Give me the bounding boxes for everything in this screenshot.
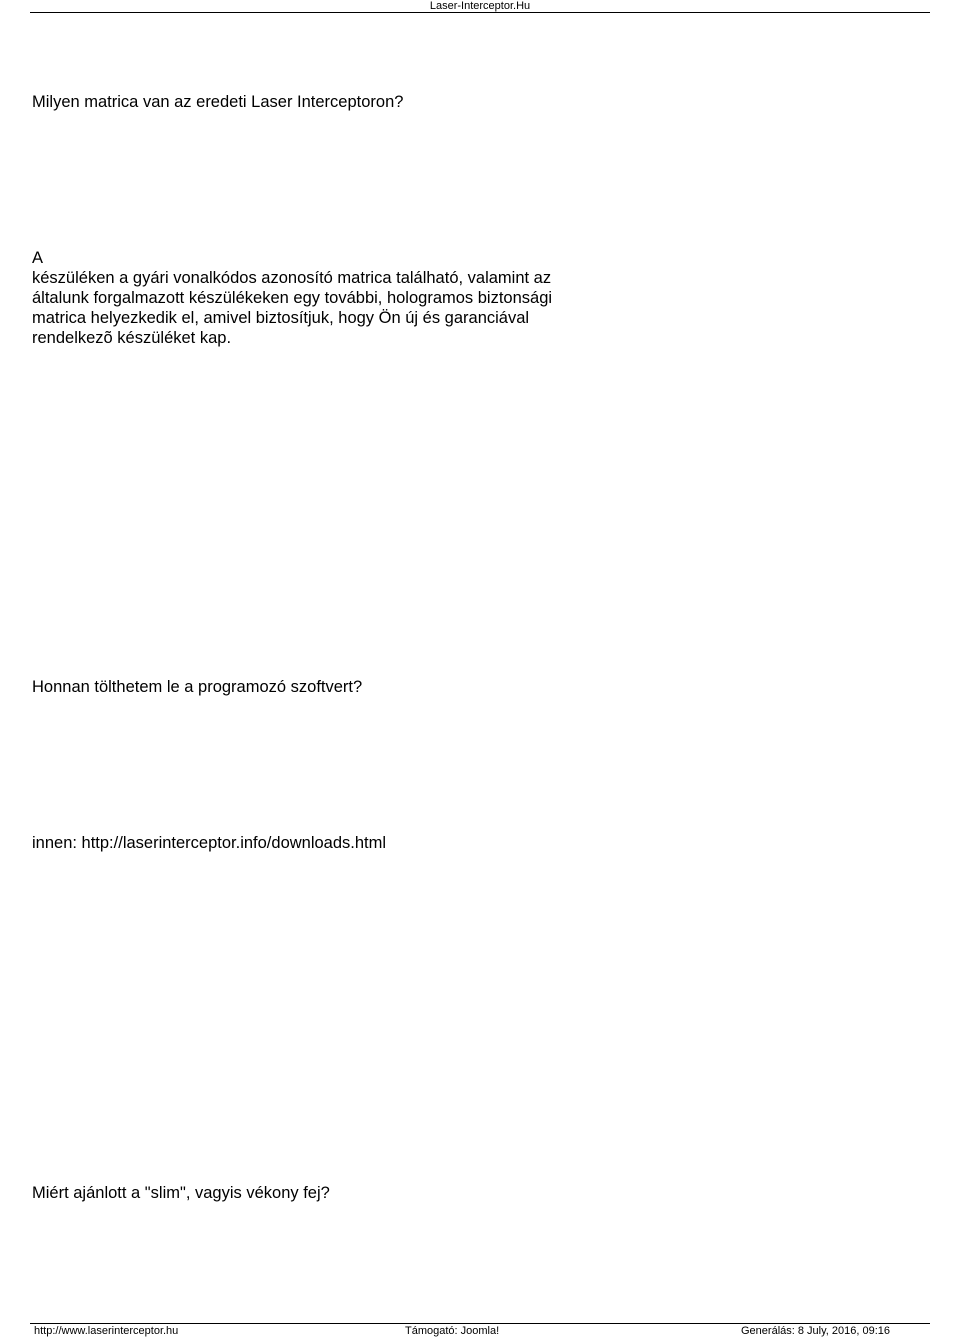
answer-software-download: innen: http://laserinterceptor.info/downloads.html <box>32 834 387 852</box>
page-header-title: Laser-Interceptor.Hu <box>429 0 531 12</box>
footer-generated: Generálás: 8 July, 2016, 09:16 <box>741 1325 891 1337</box>
answer-sticker-line-5: rendelkezõ készüléket kap. <box>32 329 232 347</box>
answer-sticker-line-1: A <box>32 249 44 267</box>
question-software-download: Honnan tölthetem le a programozó szoftvert? <box>32 678 363 696</box>
answer-sticker-line-4: matrica helyezkedik el, amivel biztosítjuk, hogy Ön új és garanciával <box>32 309 530 327</box>
footer-sponsor: Támogató: Joomla! <box>405 1325 500 1337</box>
header-divider <box>30 12 930 13</box>
question-sticker: Milyen matrica van az eredeti Laser Interceptoron? <box>32 93 404 111</box>
answer-sticker-line-2: készüléken a gyári vonalkódos azonosító matrica található, valamint az <box>32 269 552 287</box>
footer-url: http://www.laserinterceptor.hu <box>34 1325 179 1337</box>
answer-sticker-line-3: általunk forgalmazott készülékeken egy további, hologramos biztonsági <box>32 289 553 307</box>
question-slim-head: Miért ajánlott a "slim", vagyis vékony fej? <box>32 1184 330 1202</box>
footer-divider <box>30 1323 930 1324</box>
